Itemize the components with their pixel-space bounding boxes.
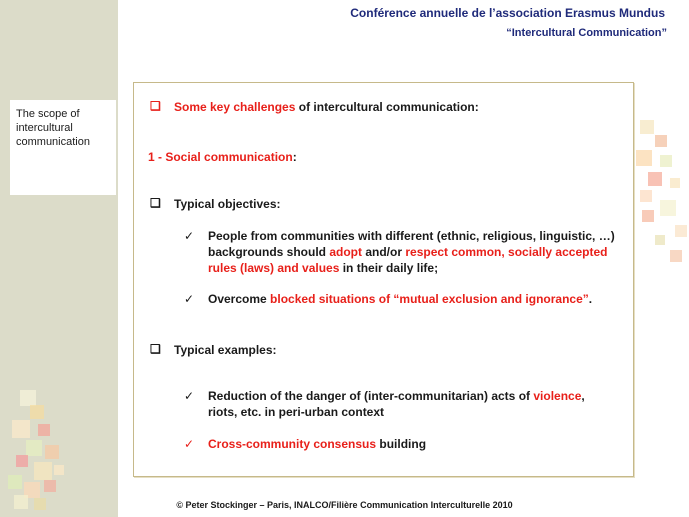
example-1-highlight: violence	[533, 389, 582, 403]
left-decorative-band	[0, 0, 118, 517]
objective-2-text: .	[588, 292, 593, 306]
objective-1-text: in their daily life;	[339, 261, 439, 275]
objective-1-highlight-respect: respect common, socially accepted	[405, 245, 608, 259]
conference-subtitle: “Intercultural Communication”	[506, 27, 667, 39]
example-1-line-2: riots, etc. in peri-urban context	[208, 405, 385, 419]
square-bullet-icon: ❑	[150, 342, 161, 356]
objective-1-text: backgrounds should	[208, 245, 330, 259]
objective-2-text: Overcome	[208, 292, 271, 306]
objective-1-line-1: People from communities with different (ethnic, religious, linguistic, …)	[208, 229, 615, 243]
objective-1-highlight-rules: rules (laws) and values	[208, 261, 340, 275]
example-1-line-1	[208, 389, 585, 404]
check-bullet-icon: ✓	[184, 229, 195, 243]
objective-2-highlight: blocked situations of “mutual exclusion and ignorance”	[270, 292, 589, 306]
conference-title: Conférence annuelle de l’association Erasmus Mundus	[350, 6, 665, 20]
example-1-text: Reduction of the danger of (inter-communitarian) acts of	[208, 389, 534, 403]
square-bullet-icon: ❑	[150, 196, 161, 210]
square-bullet-icon: ❑	[150, 99, 161, 113]
sidebar-title: The scope of intercultural communication	[16, 108, 90, 148]
objectives-label: Typical objectives:	[174, 197, 281, 211]
section-title-highlight: 1 - Social communication	[148, 150, 293, 164]
check-bullet-icon: ✓	[184, 437, 195, 451]
footer-copyright: © Peter Stockinger – Paris, INALCO/Filière Communication Interculturelle 2010	[176, 500, 513, 510]
objective-1-line-3	[208, 261, 438, 276]
example-2-text: building	[376, 437, 427, 451]
objective-1-text: and/or	[362, 245, 406, 259]
slide-heading	[174, 100, 479, 115]
check-bullet-icon: ✓	[184, 292, 195, 306]
check-bullet-icon: ✓	[184, 389, 195, 403]
examples-label: Typical examples:	[174, 343, 277, 357]
objective-1-highlight-adopt: adopt	[329, 245, 363, 259]
example-1-text: ,	[581, 389, 585, 403]
section-title-suffix: :	[292, 150, 297, 164]
section-title	[148, 150, 297, 165]
example-2-highlight: Cross-community consensus	[208, 437, 377, 451]
objective-1-line-2	[208, 245, 607, 260]
example-2	[208, 437, 426, 452]
heading-highlight: Some key challenges	[174, 100, 296, 114]
heading-text: of intercultural communication:	[295, 100, 479, 114]
objective-2	[208, 292, 592, 307]
